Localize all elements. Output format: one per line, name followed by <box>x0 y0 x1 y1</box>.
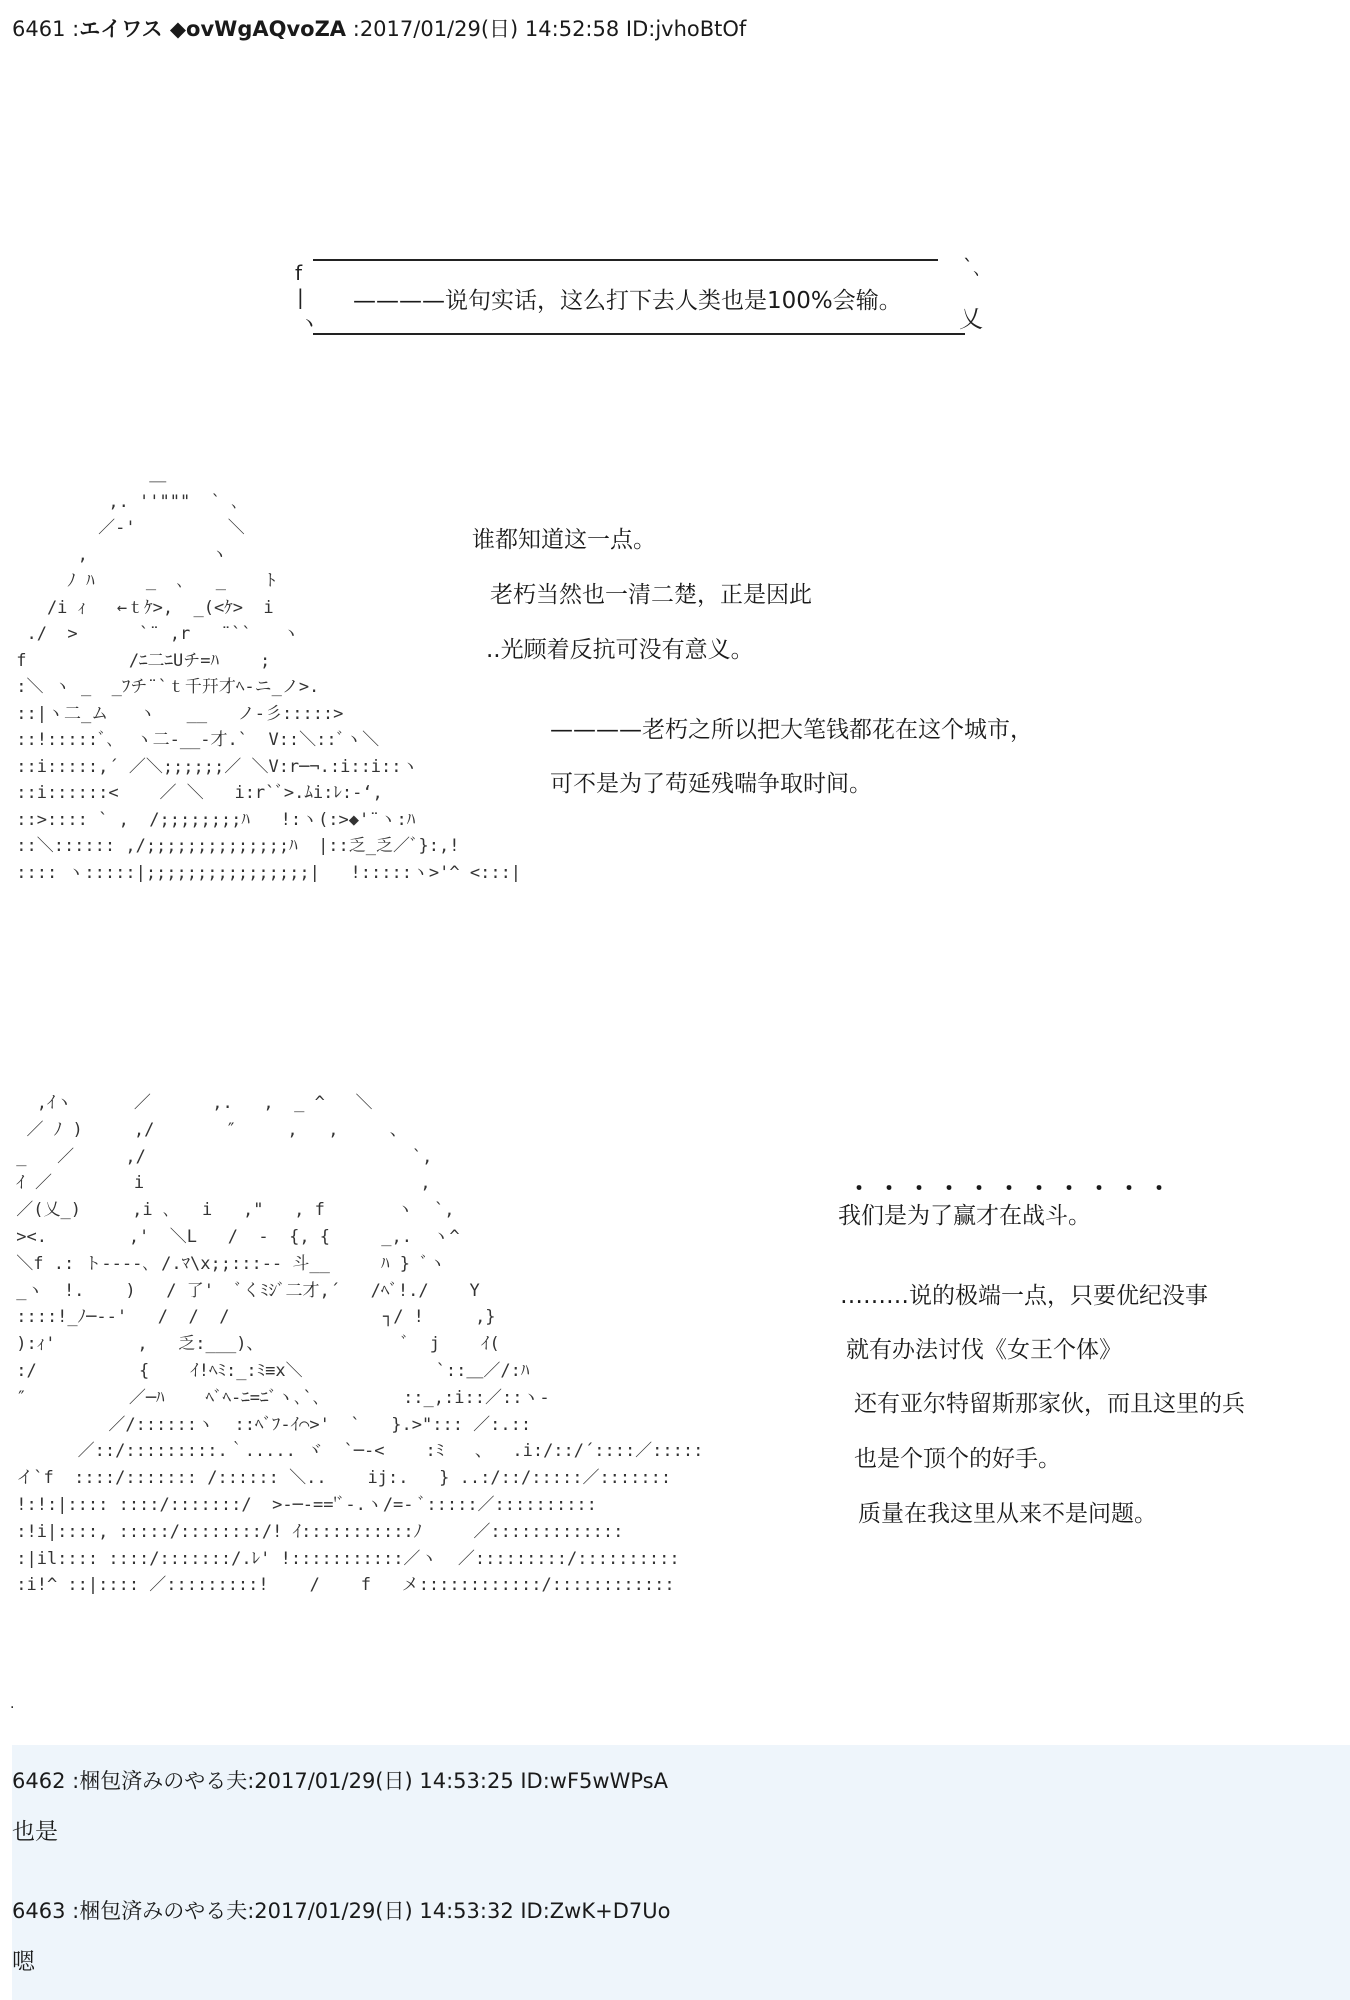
narration2-line-4: 还有亚尔特留斯那家伙，而且这里的兵 <box>854 1391 1245 1417</box>
ascii-art-group: ,ｲヽ ／ ,. , _ ^ ＼ ／ ﾉ ) ,/ ″ , , 、 _ ／ ,/ `, ｲ ／ i , ／(乂_) ,i ､ i ," , f ヽ `, ><. ,' ＼L / - {, { _,. ヽ^ ＼f .: ト----､ /.ﾏ\x;;:::-- 斗__ ﾊ } ﾞヽ _ヽ !. ) / 了' ﾞくﾐｼﾞ二才,´ /ﾍﾞ!./ Y ::::!_ﾉ─--' / / / ┐/ ! ,} ):ｨ' , 乏:___)、 ﾞ j ｲ( :/ { ｲ!ﾍﾐ:_:ﾐ≡x＼ `::＿／/:ﾊ ″ ／─ﾊ ﾍﾞﾍ-ﾆ=ﾆﾞヽ､`､ ::_,:i::／::ヽ- ／/::::::ヽ ::ﾍﾞﾌ-ｲ⌒>' ` }.>"::: ／:.:: ／::/:::::::::.｀..... ヾ `─-< :ﾐ 、 .i:/::/´::::／::::: イ`f ::::/::::::: /:::::: ＼.. ij:. } ..:/::/:::::／::::::: !:!:|:::: ::::/:::::::/ >-─-=='ﾞ-.ヽ/=- ﾞ:::::／:::::::::: :!i|::::, :::::/::::::::/! ｲ:::::::::::ﾉ ／::::::::::::: :|il:::: ::::/:::::::/.ﾚ' !:::::::::::／ヽ ／:::::::::/:::::::::: :i!^ ::|:::: ／:::::::::! / f メ::::::::::::/:::::::::::: <box>16 1093 704 1596</box>
bubble-text: ————说句实话，这么打下去人类也是100%会输。 <box>353 288 902 314</box>
bubble-bottom-line <box>313 333 965 335</box>
narration-line-3: ..光顾着反抗可没有意义。 <box>486 637 754 663</box>
speech-bubble <box>295 255 983 335</box>
post-meta: :2017/01/29(日) 14:52:58 ID:jvhoBtOf <box>346 17 747 41</box>
poster-name[interactable]: エイワス ◆ovWgAQvoZA <box>79 17 347 41</box>
post-header-6461 <box>12 16 746 42</box>
narration-line-5: 可不是为了苟延残喘争取时间。 <box>550 771 872 797</box>
stray-mark: . <box>10 1696 15 1712</box>
post-header-6462: 6462 :梱包済みのやる夫:2017/01/29(日) 14:53:25 ID:wF5wWPsA <box>12 1769 668 1793</box>
post-number: 6461 <box>12 17 66 41</box>
bubble-corner-left: f <box>295 261 303 285</box>
ascii-art-elder: ＿ ,. ''""" ` ､ ／‐' ＼ , ヽ ﾉ ﾊ _ ､ _ ﾄ /i ｨ ←ｔｹ>, _(<ｹ> i ./ > `¨ ,r ¨`` ヽ f /ﾆ二ﾆUチ=ﾊ ; :＼ ヽ _ _ﾌチ¨`ｔ千幵才ﾍ-ニ_ノ>. ::|ヽ二_ム ヽ __ ノ-彡:::::> ::!:::::ﾞ､ ヽ二-__-才.` V::＼::ﾞヽ＼ ::i:::::,´ ／＼;;;;;;／ ＼V:r─¬.:i::i::ヽ ::i::::::< ／ ＼ i:r`ﾞ>.ﾑi:ﾚ:-‘, ::>:::: ` , /;;;;;;;;ﾊ !:ヽ(:>◆'¨ヽ:ﾊ ::＼:::::: ,/;;;;;;;;;;;;;;ﾊ |::乏_乏／ﾞ}:,! :::: ヽ:::::|;;;;;;;;;;;;;;;;| !:::::ヽ>'^ <:::| <box>16 465 522 883</box>
narration2-line-6: 质量在我这里从来不是问题。 <box>858 1501 1157 1527</box>
narration2-line-5: 也是个顶个的好手。 <box>854 1446 1061 1472</box>
bubble-curl-left: ヽ <box>299 311 319 335</box>
post-body-6462: 也是 <box>12 1819 58 1845</box>
narration2-line-3: 就有办法讨伐《女王个体》 <box>846 1337 1122 1363</box>
narration-line-4: ————老朽之所以把大笔钱都花在这个城市， <box>550 717 1033 743</box>
narration-line-2: 老朽当然也一清二楚，正是因此 <box>490 582 812 608</box>
narration2-line-2: ………说的极端一点，只要优纪没事 <box>840 1283 1208 1309</box>
post-separator: : <box>65 17 80 41</box>
bubble-top-line <box>313 259 938 261</box>
bubble-corner-right: 乂 <box>959 305 983 333</box>
narration2-line-1: 我们是为了赢才在战斗。 <box>838 1203 1091 1229</box>
post-body-6463: 嗯 <box>12 1949 35 1975</box>
bubble-curl-right: `､ <box>963 255 983 279</box>
narration-dots: ・・・・・・・・・・・ <box>848 1177 1179 1202</box>
post-header-6463: 6463 :梱包済みのやる夫:2017/01/29(日) 14:53:32 ID:ZwK+D7Uo <box>12 1899 671 1923</box>
bubble-side-left: | <box>297 285 304 309</box>
narration-line-1: 谁都知道这一点。 <box>472 527 656 553</box>
